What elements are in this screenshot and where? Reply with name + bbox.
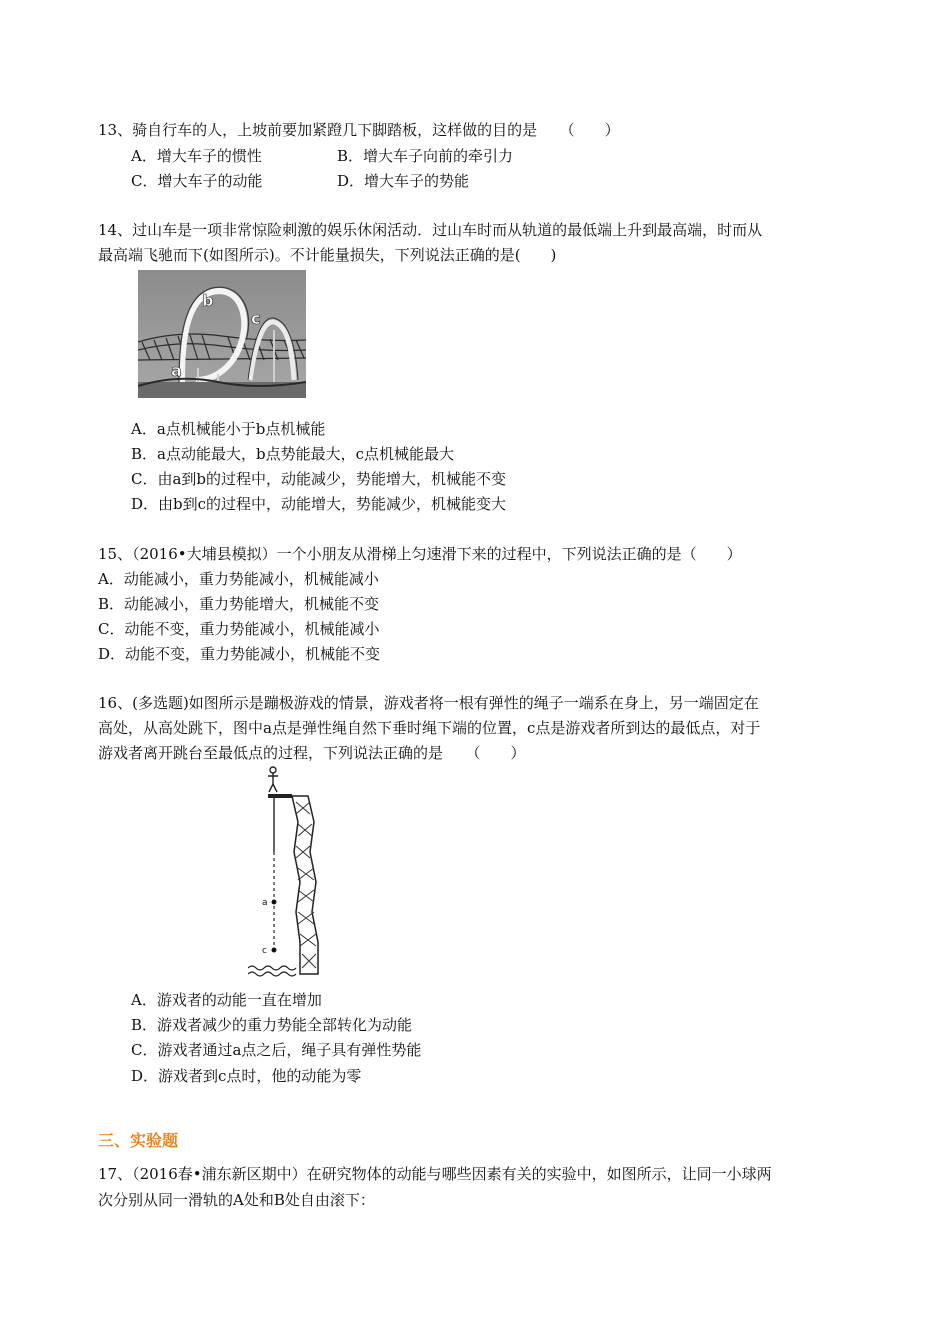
- q15-option-a: A．动能减小，重力势能减小，机械能减小: [98, 570, 379, 588]
- q15-stem: 15、（2016•大埔县模拟）一个小朋友从滑梯上匀速滑下来的过程中，下列说法正确的是（ ）: [98, 545, 742, 563]
- q13-option-c: C．增大车子的动能: [131, 172, 263, 190]
- q14-option-a: A．a点机械能小于b点机械能: [131, 420, 326, 438]
- roller-coaster-figure: [138, 270, 306, 398]
- q16-option-c: C．游戏者通过a点之后，绳子具有弹性势能: [131, 1041, 422, 1059]
- bungee-label-c: c: [262, 946, 267, 956]
- q14-stem-line2: 最高端飞驰而下(如图所示)。不计能量损失，下列说法正确的是( ): [98, 246, 557, 264]
- q13-option-d: D．增大车子的势能: [337, 172, 470, 190]
- roller-coaster-label-c: c: [251, 309, 261, 328]
- q14-option-b: B．a点动能最大，b点势能最大，c点机械能最大: [131, 445, 454, 463]
- q17-stem-line1: 17、（2016春•浦东新区期中）在研究物体的动能与哪些因素有关的实验中，如图所示，让同一小球两: [98, 1165, 772, 1183]
- roller-coaster-label-a: a: [171, 361, 182, 380]
- q14-stem-line1: 14、过山车是一项非常惊险刺激的娱乐休闲活动．过山车时而从轨道的最低端上升到最高端，时而从: [98, 221, 763, 239]
- q13-stem: 13、骑自行车的人，上坡前要加紧蹬几下脚踏板，这样做的目的是 （ ）: [98, 121, 620, 139]
- q16-stem-line3: 游戏者离开跳台至最低点的过程，下列说法正确的是 （ ）: [98, 744, 526, 762]
- q15-option-c: C．动能不变，重力势能减小，机械能减小: [98, 620, 380, 638]
- q14-option-c: C．由a到b的过程中，动能减少，势能增大，机械能不变: [131, 470, 507, 488]
- q16-option-b: B．游戏者减少的重力势能全部转化为动能: [131, 1016, 413, 1034]
- bungee-label-a: a: [262, 898, 268, 908]
- roller-coaster-label-b: b: [202, 291, 214, 310]
- q16-stem-line2: 高处，从高处跳下，图中a点是弹性绳自然下垂时绳下端的位置，c点是游戏者所到达的最低点，对于: [98, 719, 761, 737]
- section-title-experiments: 三、实验题: [98, 1131, 179, 1150]
- q15-option-d: D．动能不变，重力势能减小，机械能不变: [98, 645, 381, 663]
- q16-option-d: D．游戏者到c点时，他的动能为零: [131, 1067, 362, 1085]
- q13-option-a: A．增大车子的惯性: [131, 147, 262, 165]
- q16-stem-line1: 16、(多选题)如图所示是蹦极游戏的情景，游戏者将一根有弹性的绳子一端系在身上，另一端固定在: [98, 694, 759, 712]
- bungee-figure: [248, 762, 326, 982]
- q13-option-b: B．增大车子向前的牵引力: [337, 147, 514, 165]
- q14-option-d: D．由b到c的过程中，动能增大，势能减少，机械能变大: [131, 495, 507, 513]
- q16-option-a: A．游戏者的动能一直在增加: [131, 991, 322, 1009]
- q15-option-b: B．动能减小，重力势能增大，机械能不变: [98, 595, 380, 613]
- q17-stem-line2: 次分别从同一滑轨的A处和B处自由滚下：: [98, 1191, 375, 1209]
